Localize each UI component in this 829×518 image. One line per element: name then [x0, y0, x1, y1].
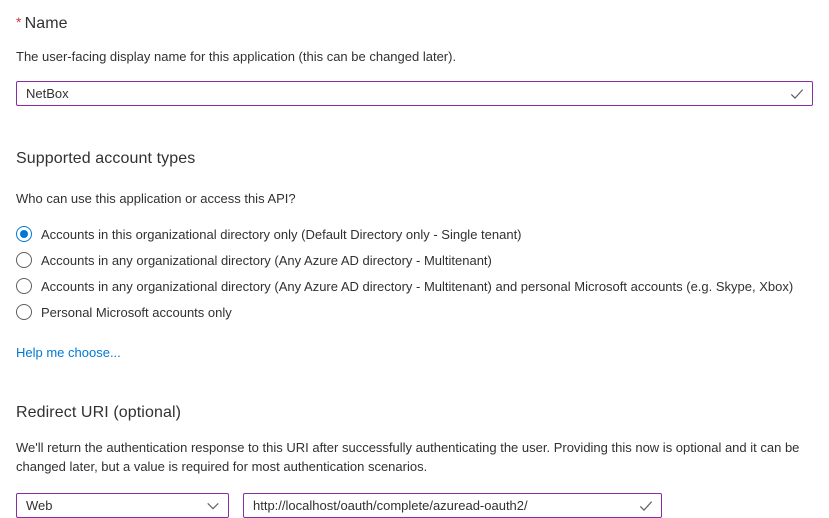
radio-button-icon[interactable]	[16, 304, 32, 320]
radio-button-icon[interactable]	[16, 252, 32, 268]
radio-option-label: Personal Microsoft accounts only	[41, 304, 232, 320]
platform-select[interactable]	[16, 493, 229, 518]
platform-select-value: Web	[26, 498, 53, 513]
radio-option-personal-only[interactable]	[16, 299, 813, 325]
redirect-uri-input-container	[243, 493, 662, 518]
name-input[interactable]	[17, 82, 812, 105]
radio-button-icon[interactable]	[16, 226, 32, 242]
name-label-text: Name	[24, 15, 68, 32]
radio-option-multitenant[interactable]	[16, 247, 813, 273]
name-input-container	[16, 81, 813, 106]
redirect-uri-description: We'll return the authentication response to this URI after successfully authenticating the user. Providing this now is optional and it can be changed later, but a value is required for most authentication scenarios.	[16, 440, 800, 474]
account-type-radio-group	[16, 221, 813, 325]
supported-account-types-section	[16, 150, 813, 362]
redirect-uri-section	[16, 404, 813, 518]
name-label	[16, 14, 813, 33]
radio-button-icon[interactable]	[16, 278, 32, 294]
account-types-question: Who can use this application or access this API?	[16, 191, 296, 206]
radio-option-multitenant-personal[interactable]	[16, 273, 813, 299]
redirect-uri-heading: Redirect URI (optional)	[16, 404, 182, 421]
supported-account-types-heading: Supported account types	[16, 150, 196, 167]
radio-option-label: Accounts in this organizational directory only (Default Directory only - Single tenant)	[41, 226, 522, 242]
redirect-uri-row	[16, 493, 813, 518]
required-asterisk: *	[16, 14, 22, 30]
name-section	[16, 14, 813, 106]
help-me-choose-link[interactable]: Help me choose...	[16, 345, 121, 360]
name-description: The user-facing display name for this application (this can be changed later).	[16, 49, 457, 64]
redirect-uri-input[interactable]	[244, 494, 661, 517]
chevron-down-icon	[206, 499, 220, 513]
radio-option-label: Accounts in any organizational directory (Any Azure AD directory - Multitenant)	[41, 252, 492, 268]
radio-option-label: Accounts in any organizational directory (Any Azure AD directory - Multitenant) and personal Microsoft accounts (e.g. Skype, Xbox)	[41, 278, 794, 294]
radio-option-single-tenant[interactable]	[16, 221, 813, 247]
